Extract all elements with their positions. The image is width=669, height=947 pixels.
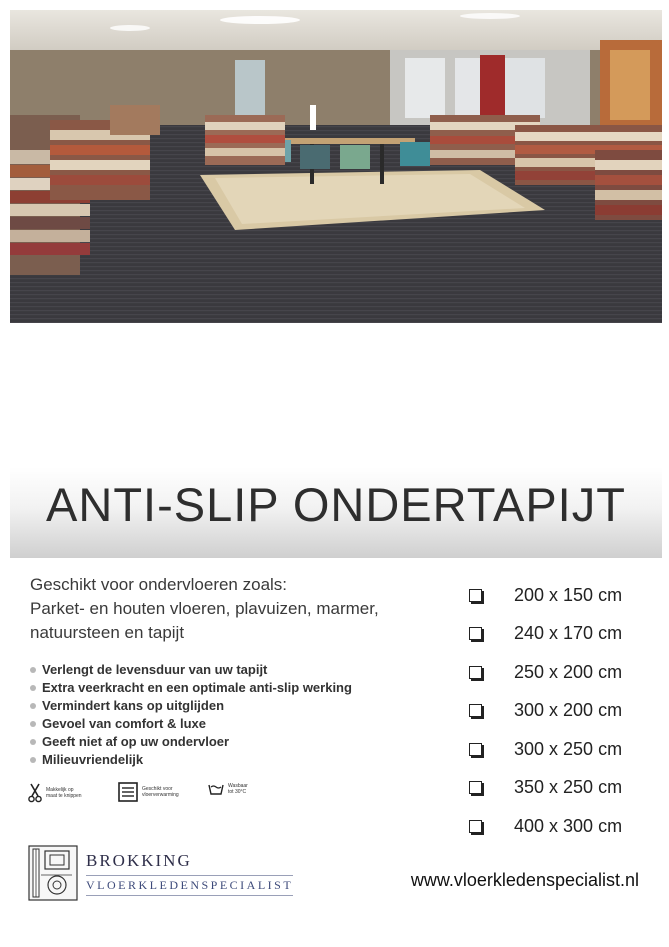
- feature-label: Geschikt voor vloerverwarming: [142, 786, 179, 798]
- bullet-icon: [30, 721, 36, 727]
- brand-logo: [28, 845, 318, 901]
- size-label: 240 x 170 cm: [514, 623, 623, 644]
- list-item: [30, 661, 430, 679]
- size-option[interactable]: [469, 615, 659, 654]
- bullet-icon: [30, 739, 36, 745]
- size-label: 350 x 250 cm: [514, 777, 623, 798]
- benefits-list: [30, 661, 430, 769]
- size-option[interactable]: [469, 769, 659, 808]
- size-label: 200 x 150 cm: [514, 584, 623, 605]
- showroom-photo: [10, 10, 662, 323]
- washing-icon: [208, 782, 224, 796]
- feature-floor-heating: [118, 782, 202, 802]
- benefit-label: Milieuvriendelijk: [42, 752, 144, 767]
- feature-label: Makkelijk op maat te knippen: [46, 787, 82, 799]
- size-option[interactable]: [469, 576, 659, 615]
- scissors-icon: [28, 782, 42, 804]
- benefit-label: Gevoel van comfort & luxe: [42, 716, 206, 731]
- checkbox-icon[interactable]: [469, 627, 482, 640]
- bullet-icon: [30, 703, 36, 709]
- checkbox-icon[interactable]: [469, 666, 482, 679]
- intro-line-3: natuursteen en tapijt: [30, 623, 185, 642]
- feature-cut-to-size: [28, 782, 106, 804]
- list-item: [30, 697, 430, 715]
- size-option[interactable]: [469, 807, 659, 846]
- size-label: 300 x 250 cm: [514, 738, 623, 759]
- floor-heating-icon: [118, 782, 138, 802]
- list-item: [30, 733, 430, 751]
- list-item: [30, 679, 430, 697]
- intro-line-2: Parket- en houten vloeren, plavuizen, marmer,: [30, 599, 379, 618]
- benefit-label: Geeft niet af op uw ondervloer: [42, 734, 230, 749]
- size-label: 400 x 300 cm: [514, 815, 623, 836]
- feature-label: Wasbaar tot 30°C: [228, 783, 248, 795]
- brand-subtitle: VLOERKLEDENSPECIALIST: [86, 875, 293, 896]
- size-options: [469, 576, 659, 846]
- brand-name: BROKKING: [86, 851, 192, 870]
- benefit-label: Vermindert kans op uitglijden: [42, 698, 225, 713]
- list-item: [30, 751, 430, 769]
- feature-washable: [208, 782, 288, 796]
- size-option[interactable]: [469, 730, 659, 769]
- website-url[interactable]: www.vloerkledenspecialist.nl: [410, 870, 639, 890]
- checkbox-icon[interactable]: [469, 820, 482, 833]
- size-option[interactable]: [469, 653, 659, 692]
- list-item: [30, 715, 430, 733]
- checkbox-icon[interactable]: [469, 743, 482, 756]
- intro-text: [30, 573, 430, 645]
- intro-line-1: Geschikt voor ondervloeren zoals:: [30, 575, 288, 594]
- bullet-icon: [30, 685, 36, 691]
- size-option[interactable]: [469, 692, 659, 731]
- benefit-label: Extra veerkracht en een optimale anti-slip werking: [42, 680, 352, 695]
- page-title: ANTI-SLIP ONDERTAPIJT: [46, 478, 626, 531]
- size-label: 300 x 200 cm: [514, 700, 623, 721]
- title-banner: [10, 467, 662, 558]
- bullet-icon: [30, 757, 36, 763]
- benefit-label: Verlengt de levensduur van uw tapijt: [42, 662, 268, 677]
- logo-mark-icon: [28, 845, 78, 901]
- size-label: 250 x 200 cm: [514, 661, 623, 682]
- checkbox-icon[interactable]: [469, 704, 482, 717]
- bullet-icon: [30, 667, 36, 673]
- feature-icons: [28, 782, 288, 808]
- checkbox-icon[interactable]: [469, 781, 482, 794]
- checkbox-icon[interactable]: [469, 589, 482, 602]
